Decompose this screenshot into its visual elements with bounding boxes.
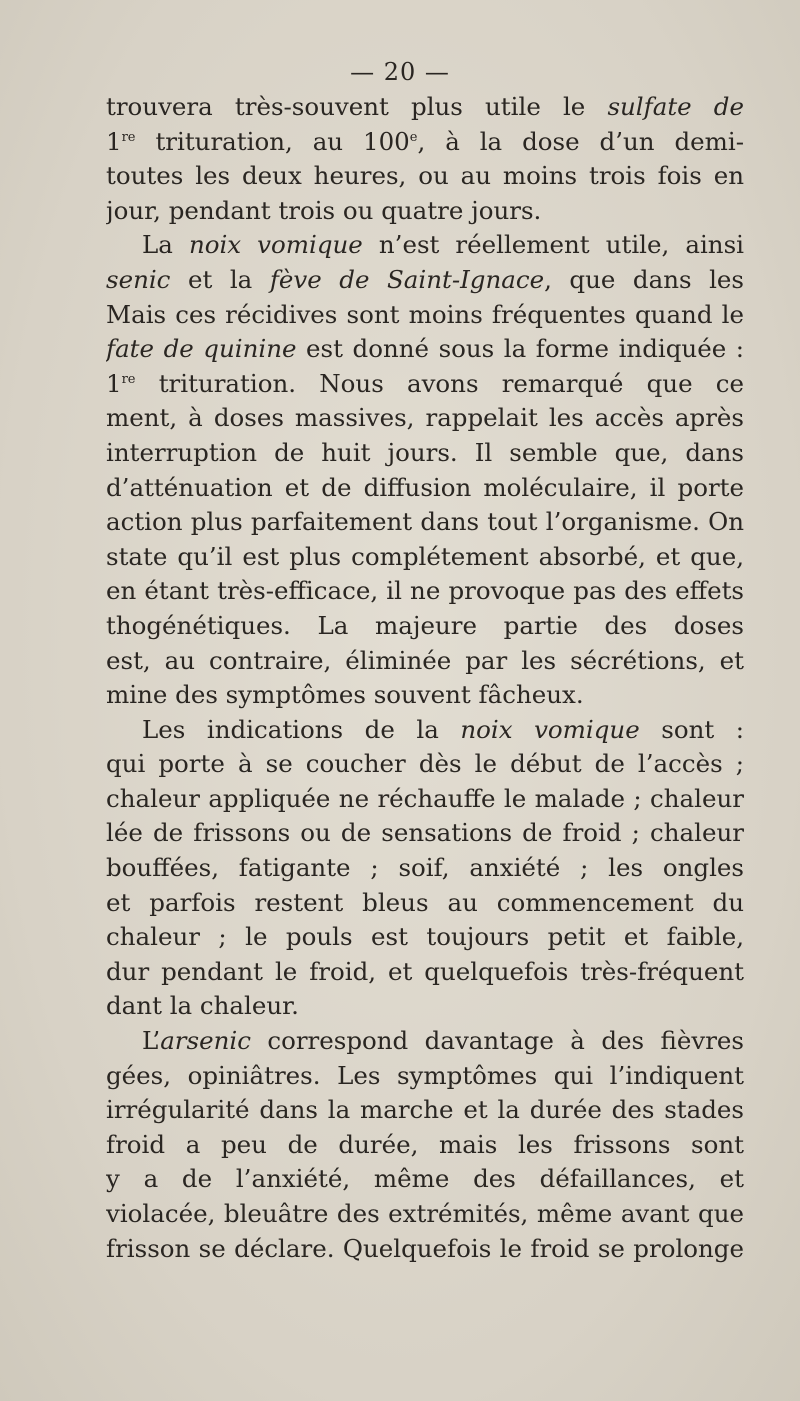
text-segment: jour, pendant trois ou quatre jours. (106, 195, 542, 225)
text-line (106, 332, 744, 367)
text-segment: correspond davantage à des fièvres (267, 1026, 744, 1056)
text-line (106, 1059, 744, 1094)
line-content (106, 749, 744, 782)
line-content (106, 196, 541, 225)
text-segment: gées, opiniâtres. Les symptômes qui l’indiquent (106, 1060, 744, 1090)
text-line (106, 228, 744, 263)
line-content (106, 576, 744, 609)
text-segment: 1 (106, 126, 122, 156)
line-content (106, 265, 744, 298)
text-line (106, 574, 744, 609)
text-line (106, 782, 744, 817)
text-segment: ment, à doses massives, rappelait les accès après (106, 403, 744, 433)
line-content (106, 473, 744, 506)
text-segment: interruption de huit jours. Il semble que, dans (106, 437, 744, 467)
text-segment: state qu’il est plus complétement absorbé, et que, (106, 541, 744, 571)
text-line (106, 540, 744, 575)
text-segment: dur pendant le froid, et quelquefois très-fréquent (106, 956, 744, 986)
italic-term: fève de Saint-Ignace (269, 264, 545, 294)
line-content (106, 161, 744, 194)
text-line (106, 1197, 744, 1232)
text-line (106, 886, 744, 921)
line-content (106, 818, 744, 851)
text-segment: n’est réellement utile, ainsi (378, 230, 744, 260)
text-segment: lée de frissons ou de sensations de froid ; chaleur (106, 818, 744, 848)
text-line (106, 159, 744, 194)
text-segment: chaleur appliquée ne réchauffe le malade ; chaleur (106, 783, 744, 813)
superscript: re (121, 371, 136, 387)
text-segment: 1 (106, 368, 122, 398)
text-line (106, 920, 744, 955)
text-line (106, 125, 744, 160)
line-content (106, 403, 744, 436)
line-content (106, 1061, 744, 1094)
line-content (106, 542, 744, 575)
text-segment: mine des symptômes souvent fâcheux. (106, 680, 584, 710)
text-line (106, 401, 744, 436)
line-content (106, 784, 744, 817)
text-line (106, 263, 744, 298)
line-content (106, 334, 744, 363)
text-line (106, 955, 744, 990)
text-segment: trituration. Nous avons remarqué que ce (158, 368, 744, 398)
text-segment: froid a peu de durée, mais les frissons sont (106, 1129, 744, 1159)
text-segment: chaleur ; le pouls est toujours petit et faible, (106, 922, 744, 952)
line-content (106, 991, 299, 1020)
text-segment: qui porte à se coucher dès le début de l’accès ; (106, 749, 744, 779)
text-segment: thogénétiques. La majeure partie des doses (106, 610, 744, 640)
line-content (142, 230, 744, 263)
text-line (106, 298, 744, 333)
text-line (106, 816, 744, 851)
text-line (106, 1093, 744, 1128)
text-line (106, 194, 744, 229)
line-content (106, 922, 744, 955)
text-line (106, 644, 744, 679)
text-line (106, 851, 744, 886)
text-line (106, 1024, 744, 1059)
italic-term: sulfate de (607, 92, 744, 121)
text-segment: d’atténuation et de diffusion moléculaire, il porte (106, 472, 744, 502)
text-segment: frisson se déclare. Quelquefois le froid se prolonge (106, 1233, 744, 1263)
text-segment: dant la chaleur. (106, 991, 299, 1021)
text-segment: est donné sous la forme indiquée : (296, 334, 744, 364)
text-segment: sont : (661, 714, 744, 744)
line-content (106, 680, 584, 709)
text-line (106, 1128, 744, 1163)
italic-term: noix vomique (188, 230, 363, 260)
text-segment: trituration, au 100 (135, 126, 410, 156)
line-content (106, 369, 744, 402)
text-segment: et parfois restent bleus au commencement du (106, 887, 744, 917)
italic-term: arsenic (160, 1026, 251, 1056)
text-segment: La (142, 230, 189, 260)
text-segment: trouvera très-souvent plus utile le (106, 92, 608, 121)
superscript: re (121, 129, 136, 145)
line-content (106, 611, 744, 644)
text-segment: irrégularité dans la marche et la durée des stades (106, 1095, 744, 1125)
italic-term: senic (106, 264, 171, 294)
text-line (106, 989, 744, 1024)
superscript: e (409, 129, 418, 145)
text-line (106, 505, 744, 540)
line-content (106, 957, 744, 990)
line-content (106, 1095, 744, 1128)
italic-term: fate de quinine (106, 334, 297, 364)
page-number: — 20 — (350, 58, 450, 86)
text-segment: y a de l’anxiété, même des défaillances, et (106, 1164, 744, 1194)
body-text (106, 90, 744, 1266)
text-line (106, 1232, 744, 1267)
text-line (106, 90, 744, 125)
line-content (142, 1026, 744, 1059)
line-content (106, 888, 744, 921)
line-content (106, 853, 744, 886)
text-segment: Mais ces récidives sont moins fréquentes quand le (106, 299, 744, 329)
text-segment: et la (170, 264, 270, 294)
text-segment: est, au contraire, éliminée par les sécrétions, et (106, 645, 744, 675)
line-content (106, 1164, 744, 1197)
line-content (106, 300, 744, 333)
text-segment: en étant très-efficace, il ne provoque pas des effets (106, 576, 744, 606)
text-line (106, 436, 744, 471)
line-content (106, 507, 744, 540)
text-segment: , que dans les (544, 264, 744, 294)
line-content (106, 127, 744, 160)
text-line (106, 367, 744, 402)
text-line (106, 1162, 744, 1197)
text-line (106, 609, 744, 644)
text-line (106, 713, 744, 748)
text-line (106, 678, 744, 713)
text-line (106, 471, 744, 506)
text-segment: action plus parfaitement dans tout l’organisme. On (106, 507, 744, 537)
text-segment: violacée, bleuâtre des extrémités, même avant que (106, 1199, 744, 1228)
text-segment: L’ (142, 1026, 161, 1056)
italic-term: noix vomique (460, 714, 640, 744)
line-content (106, 1234, 744, 1267)
text-segment: Les indications de la (142, 714, 461, 744)
text-line (106, 747, 744, 782)
line-content (106, 1130, 744, 1163)
text-segment: bouffées, fatigante ; soif, anxiété ; les ongles (106, 853, 744, 883)
line-content (142, 715, 744, 748)
line-content (106, 92, 744, 125)
text-segment: , à la dose d’un demi- (417, 126, 744, 156)
line-content (106, 646, 744, 679)
line-content (106, 438, 744, 471)
text-segment: toutes les deux heures, ou au moins trois fois en (106, 161, 744, 191)
line-content (106, 1199, 744, 1232)
